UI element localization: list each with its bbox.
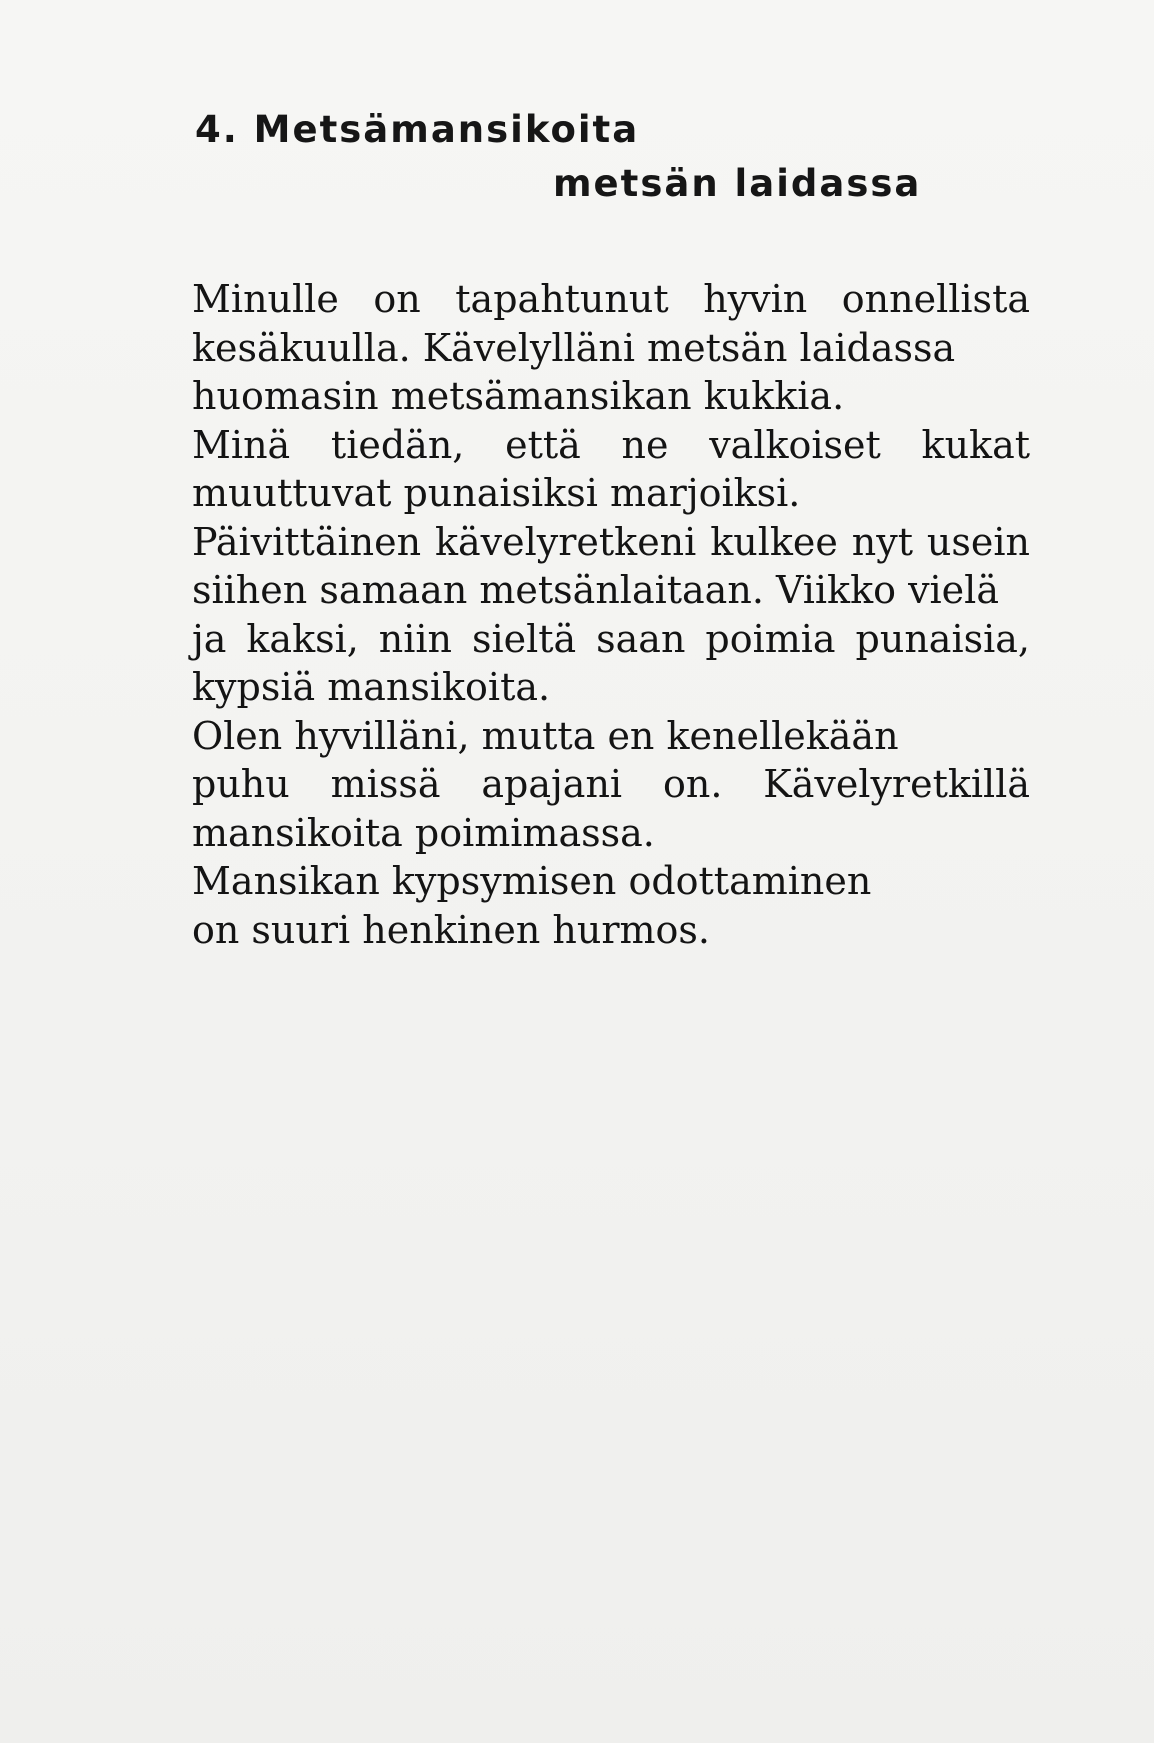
title-line-1: 4. Metsämansikoita bbox=[195, 108, 640, 151]
text-line: puhu missä apajani on. Kävelyretkillä bbox=[192, 762, 1030, 806]
text-line: kypsiä mansikoita. bbox=[192, 665, 551, 709]
text-line: Minä tiedän, että ne valkoiset kukat bbox=[192, 422, 1030, 467]
title-line-2: metsän laidassa bbox=[553, 162, 922, 205]
text-line: ja kaksi, niin sieltä saan poimia punaisia, bbox=[192, 616, 1030, 661]
text-line: Päivittäinen kävelyretkeni kulkee nyt usein bbox=[192, 519, 1030, 564]
poem-body bbox=[192, 275, 1030, 954]
text-line: Mansikan kypsymisen odottaminen bbox=[192, 859, 872, 903]
text-line: Minulle on tapahtunut hyvin onnellista bbox=[192, 277, 1030, 321]
text-line: muuttuvat punaisiksi marjoiksi. bbox=[192, 471, 801, 515]
text-line: Olen hyvilläni, mutta en kenellekään bbox=[192, 713, 899, 758]
text-line: siihen samaan metsänlaitaan. Viikko vielä bbox=[192, 568, 999, 612]
text-line: on suuri henkinen hurmos. bbox=[192, 907, 711, 952]
poem-title bbox=[195, 108, 955, 218]
text-line: mansikoita poimimassa. bbox=[192, 810, 655, 855]
text-line: kesäkuulla. Kävelylläni metsän laidassa bbox=[192, 325, 956, 370]
text-line: huomasin metsämansikan kukkia. bbox=[192, 374, 845, 418]
